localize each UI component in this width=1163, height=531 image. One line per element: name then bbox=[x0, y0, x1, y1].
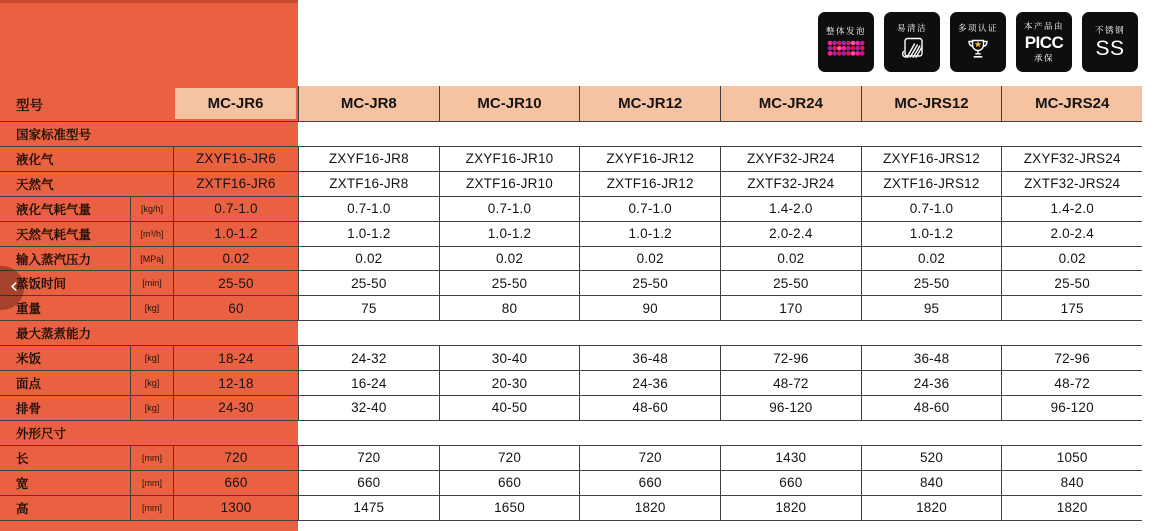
value-cell: 18-24 bbox=[173, 346, 298, 370]
value-cell: 0.02 bbox=[861, 247, 1002, 271]
value-cell: 25-50 bbox=[720, 271, 861, 295]
unit-cell: [min] bbox=[130, 271, 173, 295]
badge-label: 多项认证 bbox=[957, 23, 998, 34]
value-cell: 1820 bbox=[720, 496, 861, 520]
value-cell: 0.02 bbox=[720, 247, 861, 271]
value-cell: 0.02 bbox=[579, 247, 720, 271]
value-cell: 36-48 bbox=[579, 346, 720, 370]
value-cell: 840 bbox=[1001, 471, 1142, 495]
unit-cell: [MPa] bbox=[130, 247, 173, 271]
value-cell: 1820 bbox=[579, 496, 720, 520]
row-label: 面点 bbox=[16, 377, 42, 392]
value-cell: 1.4-2.0 bbox=[1001, 197, 1142, 221]
value-cell: 0.02 bbox=[439, 247, 580, 271]
badge-label: 不锈钢 bbox=[1094, 25, 1125, 36]
value-cell: 1.0-1.2 bbox=[579, 222, 720, 246]
badge-label: 整体发泡 bbox=[825, 26, 866, 37]
value-cell: 24-36 bbox=[579, 371, 720, 395]
chevron-left-icon: ‹ bbox=[9, 274, 19, 299]
value-cell: 1.0-1.2 bbox=[861, 222, 1002, 246]
spec-row bbox=[0, 396, 1142, 421]
value-cell: 20-30 bbox=[439, 371, 580, 395]
value-cell: ZXTF16-JRS12 bbox=[861, 172, 1002, 196]
value-cell: 40-50 bbox=[439, 396, 580, 420]
model-header-cell: MC-JR24 bbox=[720, 86, 861, 121]
section-title-row: 外形尺寸 bbox=[0, 421, 1142, 446]
spec-row bbox=[0, 147, 1142, 172]
row-label: 输入蒸汽压力 bbox=[16, 252, 92, 267]
value-cell: 0.02 bbox=[298, 247, 439, 271]
value-cell: 660 bbox=[720, 471, 861, 495]
value-cell: 720 bbox=[439, 446, 580, 470]
spec-row bbox=[0, 247, 1142, 272]
spec-row bbox=[0, 446, 1142, 471]
unit-cell: [mm] bbox=[130, 471, 173, 495]
unit-cell: [mm] bbox=[130, 496, 173, 520]
badge-label: 易清洁 bbox=[896, 22, 927, 33]
spec-row bbox=[0, 346, 1142, 371]
row-label: 米饭 bbox=[16, 352, 42, 367]
unit-cell: [kg] bbox=[130, 296, 173, 320]
feature-badge bbox=[818, 12, 874, 72]
spec-table bbox=[0, 86, 1142, 521]
value-cell: 720 bbox=[579, 446, 720, 470]
value-cell: 25-50 bbox=[579, 271, 720, 295]
spec-row bbox=[0, 371, 1142, 396]
value-cell: ZXTF16-JR10 bbox=[439, 172, 580, 196]
value-cell: 24-30 bbox=[173, 396, 298, 420]
picc-logo-text: PICC bbox=[1024, 32, 1064, 52]
model-header-cell: MC-JR10 bbox=[439, 86, 580, 121]
value-cell: 520 bbox=[861, 446, 1002, 470]
value-cell: 660 bbox=[173, 471, 298, 495]
row-label: 高 bbox=[16, 501, 29, 516]
table-header-row bbox=[0, 86, 1142, 122]
easy-clean-icon bbox=[899, 35, 925, 61]
value-cell: 1050 bbox=[1001, 446, 1142, 470]
unit-cell: [kg] bbox=[130, 396, 173, 420]
value-cell: ZXYF16-JRS12 bbox=[861, 147, 1002, 171]
certification-trophy-icon bbox=[965, 36, 991, 61]
value-cell: 32-40 bbox=[298, 396, 439, 420]
value-cell: 95 bbox=[861, 296, 1002, 320]
section-title-row: 国家标准型号 bbox=[0, 122, 1142, 147]
model-header-cell: MC-JR12 bbox=[579, 86, 720, 121]
row-label: 蒸饭时间 bbox=[16, 277, 67, 292]
feature-badge bbox=[950, 12, 1006, 72]
value-cell: 25-50 bbox=[298, 271, 439, 295]
value-cell: 60 bbox=[173, 296, 298, 320]
value-cell: 720 bbox=[298, 446, 439, 470]
value-cell: 0.7-1.0 bbox=[439, 197, 580, 221]
model-header-cell: MC-JR6 bbox=[173, 86, 298, 121]
value-cell: 1820 bbox=[861, 496, 1002, 520]
unit-cell: [kg] bbox=[130, 346, 173, 370]
value-cell: 48-60 bbox=[861, 396, 1002, 420]
value-cell: 25-50 bbox=[439, 271, 580, 295]
spec-row bbox=[0, 222, 1142, 247]
value-cell: 24-36 bbox=[861, 371, 1002, 395]
value-cell: 1.0-1.2 bbox=[439, 222, 580, 246]
row-label: 液化气 bbox=[16, 152, 54, 167]
value-cell: 25-50 bbox=[1001, 271, 1142, 295]
value-cell: 24-32 bbox=[298, 346, 439, 370]
value-cell: 72-96 bbox=[1001, 346, 1142, 370]
model-header-cell: MC-JRS12 bbox=[861, 86, 1002, 121]
value-cell: 36-48 bbox=[861, 346, 1002, 370]
spec-row bbox=[0, 172, 1142, 197]
row-label: 液化气耗气量 bbox=[16, 202, 92, 217]
value-cell: 1475 bbox=[298, 496, 439, 520]
value-cell: 90 bbox=[579, 296, 720, 320]
value-cell: 660 bbox=[579, 471, 720, 495]
value-cell: 660 bbox=[298, 471, 439, 495]
value-cell: ZXTF32-JRS24 bbox=[1001, 172, 1142, 196]
spec-row bbox=[0, 471, 1142, 496]
value-cell: ZXTF16-JR8 bbox=[298, 172, 439, 196]
top-accent-line bbox=[0, 0, 298, 3]
value-cell: 175 bbox=[1001, 296, 1142, 320]
unit-cell bbox=[130, 147, 173, 171]
unit-cell: [kg] bbox=[130, 371, 173, 395]
value-cell: 1820 bbox=[1001, 496, 1142, 520]
row-label: 天然气 bbox=[16, 177, 54, 192]
spec-row bbox=[0, 296, 1142, 321]
value-cell: 0.7-1.0 bbox=[861, 197, 1002, 221]
value-cell: 1430 bbox=[720, 446, 861, 470]
model-header-cell: MC-JRS24 bbox=[1001, 86, 1142, 121]
feature-badges bbox=[818, 12, 1138, 72]
value-cell: 48-60 bbox=[579, 396, 720, 420]
value-cell: 1.0-1.2 bbox=[298, 222, 439, 246]
value-cell: 16-24 bbox=[298, 371, 439, 395]
value-cell: 2.0-2.4 bbox=[1001, 222, 1142, 246]
value-cell: ZXTF16-JR12 bbox=[579, 172, 720, 196]
value-cell: 0.02 bbox=[1001, 247, 1142, 271]
value-cell: ZXTF32-JR24 bbox=[720, 172, 861, 196]
spec-row bbox=[0, 271, 1142, 299]
value-cell: 1650 bbox=[439, 496, 580, 520]
value-cell: 1300 bbox=[173, 496, 298, 520]
value-cell: ZXYF32-JR24 bbox=[720, 147, 861, 171]
value-cell: ZXYF32-JRS24 bbox=[1001, 147, 1142, 171]
value-cell: 2.0-2.4 bbox=[720, 222, 861, 246]
value-cell: 25-50 bbox=[173, 271, 298, 295]
row-label: 宽 bbox=[16, 476, 29, 491]
badge-label: 承保 bbox=[1033, 52, 1054, 63]
value-cell: 75 bbox=[298, 296, 439, 320]
value-cell: 48-72 bbox=[1001, 371, 1142, 395]
value-cell: ZXYF16-JR8 bbox=[298, 147, 439, 171]
unit-cell: [m³/h] bbox=[130, 222, 173, 246]
value-cell: 80 bbox=[439, 296, 580, 320]
row-label: 排骨 bbox=[16, 401, 42, 416]
value-cell: ZXYF16-JR10 bbox=[439, 147, 580, 171]
spec-row bbox=[0, 197, 1142, 222]
badge-label: 本产品由 bbox=[1023, 21, 1064, 32]
feature-badge bbox=[884, 12, 940, 72]
value-cell: 170 bbox=[720, 296, 861, 320]
spec-row bbox=[0, 496, 1142, 521]
value-cell: 660 bbox=[439, 471, 580, 495]
section-title-row: 最大蒸煮能力 bbox=[0, 321, 1142, 346]
value-cell: ZXYF16-JR6 bbox=[173, 147, 298, 171]
value-cell: 0.7-1.0 bbox=[298, 197, 439, 221]
value-cell: ZXTF16-JR6 bbox=[173, 172, 298, 196]
unit-cell: [kg/h] bbox=[130, 197, 173, 221]
unit-cell: [mm] bbox=[130, 446, 173, 470]
model-column-title: 型号 bbox=[16, 97, 43, 113]
value-cell: 48-72 bbox=[720, 371, 861, 395]
value-cell: 0.7-1.0 bbox=[173, 197, 298, 221]
value-cell: 25-50 bbox=[861, 271, 1002, 295]
value-cell: 840 bbox=[861, 471, 1002, 495]
value-cell: 0.02 bbox=[173, 247, 298, 271]
model-header-cell: MC-JR8 bbox=[298, 86, 439, 121]
value-cell: 0.7-1.0 bbox=[579, 197, 720, 221]
value-cell: 96-120 bbox=[720, 396, 861, 420]
row-label: 天然气耗气量 bbox=[16, 227, 92, 242]
value-cell: ZXYF16-JR12 bbox=[579, 147, 720, 171]
foam-dots-icon bbox=[825, 39, 867, 58]
row-label: 长 bbox=[16, 451, 29, 466]
value-cell: 72-96 bbox=[720, 346, 861, 370]
unit-cell bbox=[130, 172, 173, 196]
stainless-ss-text: SS bbox=[1095, 36, 1125, 60]
value-cell: 96-120 bbox=[1001, 396, 1142, 420]
value-cell: 30-40 bbox=[439, 346, 580, 370]
value-cell: 720 bbox=[173, 446, 298, 470]
value-cell: 1.4-2.0 bbox=[720, 197, 861, 221]
row-label: 重量 bbox=[16, 302, 42, 317]
value-cell: 1.0-1.2 bbox=[173, 222, 298, 246]
feature-badge bbox=[1016, 12, 1072, 72]
value-cell: 12-18 bbox=[173, 371, 298, 395]
feature-badge bbox=[1082, 12, 1138, 72]
